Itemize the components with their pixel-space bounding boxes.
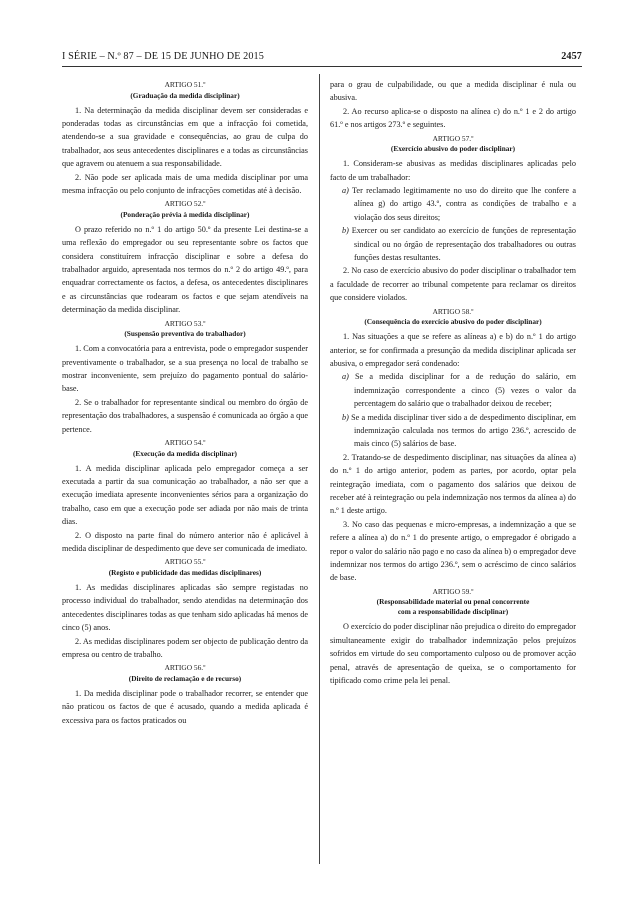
article-title: (Execução da medida disciplinar): [133, 448, 237, 458]
paragraph: 1. Na determinação da medida disciplinar devem ser consideradas e ponderadas todas as circunstâncias em que a infracção foi cometida, atendendo-se a sua gravidade e consequências, ao grau de culpa do trabalhador, aos seus antecedentes disciplinares e a todas as circunstâncias que agravem ou atenuem a sua responsabilidade.: [62, 105, 308, 169]
paragraph: 2. No caso de exercício abusivo do poder disciplinar o trabalhador tem a faculdade de recorrer ao tribunal competente para reclamar os direitos que considere violados.: [330, 266, 576, 303]
article-number: ARTIGO 59.º: [432, 586, 474, 596]
paragraph: 2. Ao recurso aplica-se o disposto na alínea c) do n.º 1 e 2 do artigo 61.º e nos artigos 273.º e seguintes.: [330, 106, 576, 130]
paragraph: 1. As medidas disciplinares aplicadas são sempre registadas no processo individual do trabalhador, sendo atendidas na determinação dos antecedentes disciplinares todas as que tenham sido aplicadas há menos de cinco (5) anos.: [62, 582, 308, 633]
header-rule: [62, 66, 582, 67]
paragraph: 2. O disposto na parte final do número anterior não é aplicável à medida disciplinar de despedimento que deve ser comunicada de imediato.: [62, 530, 308, 553]
column-divider: [319, 74, 320, 864]
article-number: ARTIGO 51.º: [164, 80, 206, 89]
article-number: ARTIGO 52.º: [164, 199, 206, 209]
article-title: (Suspensão preventiva do trabalhador): [124, 329, 246, 339]
item-label: a): [342, 372, 349, 382]
paragraph: 1. Consideram-se abusivas as medidas disciplinares aplicadas pelo facto de um trabalhador:: [330, 159, 576, 182]
item-label: a): [342, 185, 349, 195]
article-number: ARTIGO 55.º: [164, 557, 206, 567]
article-number: ARTIGO 57.º: [432, 133, 474, 143]
item-text: Se a medida disciplinar tiver sido a de despedimento disciplinar, em indemnização calculada nos termos do artigo 236.º, acrescido de mais cinco (5) salários de base.: [351, 412, 576, 449]
series-label: I SÉRIE – N.º 87 – DE 15 DE JUNHO DE 2015: [62, 51, 264, 62]
article-title: (Exercício abusivo do poder disciplinar): [390, 144, 516, 154]
paragraph: 2. Não pode ser aplicada mais de uma medida disciplinar por uma mesma infracção ou pelo conjunto de infracções cometidas até à decisão.: [62, 172, 308, 195]
list-item: [330, 224, 576, 264]
article-title: (Registo e publicidade das medidas disciplinares): [108, 567, 262, 577]
article-title: (Direito de reclamação e de recurso): [128, 673, 242, 683]
article-number: ARTIGO 56.º: [164, 663, 206, 673]
list-item: [330, 184, 576, 224]
paragraph: 1. A medida disciplinar aplicada pelo empregador começa a ser executada a partir da sua comunicação ao trabalhador, a não ser que a execução imediata apresente inconvenientes sérios para a organização do trabalho, caso em que a execução pode ser adiada por não mais de trinta dias.: [62, 463, 308, 527]
right-column: [330, 78, 576, 687]
paragraph: 1. Nas situações a que se refere as alíneas a) e b) do n.º 1 do artigo anterior, se for confirmada a presunção da medida disciplinar aplicada ser abusiva, o empregador será condenado:: [330, 332, 576, 368]
article-title-line: (Responsabilidade material ou penal concorrente: [376, 597, 530, 607]
paragraph: 2. Se o trabalhador for representante sindical ou membro do órgão de representação dos trabalhadores, a suspensão é comunicada ao órgão a que pertence.: [62, 397, 308, 434]
paragraph: O prazo referido no n.º 1 do artigo 50.º da presente Lei destina-se a uma reflexão do empregador ou seu representante sobre os factos que considera constituírem infracção disciplinar e sobre a defesa do trabalhador arguido, apresentada nos termos do n.º 2 do artigo 49.º, para enquadrar correctamente os factos, a defesa, os antecedentes disciplinares e as circunstâncias que rodearam os factos e que sejam atendíveis na determinação da medida disciplinar.: [62, 224, 308, 315]
paragraph: 1. Da medida disciplinar pode o trabalhador recorrer, se entender que não praticou os factos de que é acusado, quando a medida aplicada é excessiva para os factos praticados ou: [62, 688, 308, 725]
article-number: ARTIGO 53.º: [164, 318, 206, 328]
paragraph: 2. Tratando-se de despedimento disciplinar, nas situações da alínea a) do n.º 1 do artigo anterior, podem as partes, por acordo, optar pela reintegração imediata, com o pagamento dos salários que deixou de receber até à reintegração ou pela indemnização nos termos da alínea a) do n.º 1 deste artigo.: [330, 452, 576, 516]
article-title: (Ponderação prévia à medida disciplinar): [120, 209, 250, 219]
article-title-line: com a responsabilidade disciplinar): [397, 607, 509, 617]
paragraph: 1. Com a convocatória para a entrevista, pode o empregador suspender preventivamente o trabalhador, se a sua presença no local de trabalho se mostrar inconveniente, sem prejuízo do pagamento pontual do salário-base.: [62, 344, 308, 394]
page-header: [62, 51, 582, 65]
page-number: 2457: [561, 51, 582, 62]
item-text: Ter reclamado legitimamente no uso do direito que lhe confere a alínea g) do artigo 43.º, contra as condições de trabalho e a violação dos seus direitos;: [352, 185, 576, 222]
article-title: (Graduação da medida disciplinar): [130, 90, 240, 100]
article-number: ARTIGO 58.º: [432, 306, 474, 316]
paragraph: O exercício do poder disciplinar não prejudica o direito do empregador simultaneamente exigir do trabalhador indemnização pelos prejuízos sofridos em virtude do seu comportamento culposo ou de promover acção penal, através de apresentação de queixa, se o comportamento for tipificado como crime pela lei penal.: [330, 622, 576, 685]
paragraph: 2. As medidas disciplinares podem ser objecto de publicação dentro da empresa ou centro de trabalho.: [62, 636, 308, 659]
item-label: b): [342, 412, 349, 422]
paragraph: para o grau de culpabilidade, ou que a medida disciplinar é nula ou abusiva.: [330, 80, 576, 103]
paragraph: 3. No caso das pequenas e micro-empresas, a indemnização a que se refere a alínea a) do n.º 1 do presente artigo, o empregador é obrigado a repor o valor do salário não pago e no caso da alínea b) o empregador deve indemnizar nos termos do artigo 236.º, sem o acréscimo de cinco salários de base.: [330, 519, 576, 583]
item-text: Exercer ou ser candidato ao exercício de funções de representação sindical ou no órgão de representação dos trabalhadores ou outras funções destas resultantes.: [351, 226, 577, 262]
article-number: ARTIGO 54.º: [164, 438, 206, 448]
item-label: b): [342, 226, 349, 236]
left-column: [62, 78, 308, 727]
article-title: [330, 597, 576, 617]
article-title: (Consequência do exercício abusivo do poder disciplinar): [364, 317, 542, 327]
list-item: [330, 370, 576, 410]
list-item: [330, 411, 576, 451]
item-text: Se a medida disciplinar for a de redução do salário, em indemnização correspondente a cinco (5) vezes o valor da percentagem do salário que o trabalhador deixou de receber;: [354, 372, 576, 409]
